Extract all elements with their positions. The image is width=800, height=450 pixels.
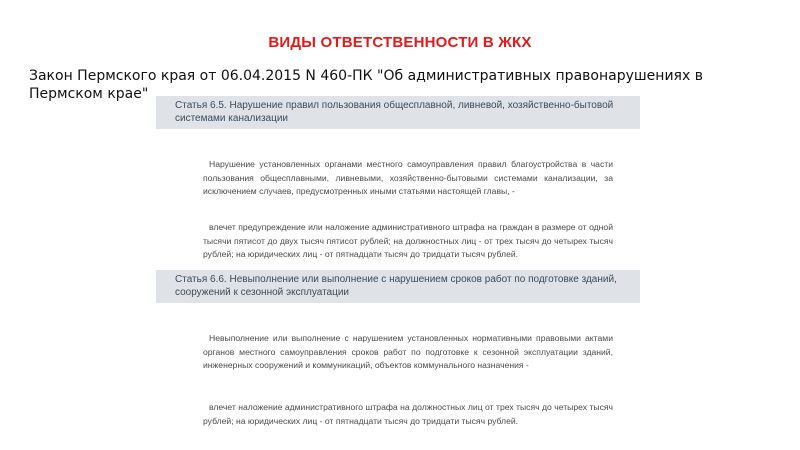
slide-title: ВИДЫ ОТВЕТСТВЕННОСТИ В ЖКХ	[268, 34, 532, 51]
law-reference: Закон Пермского края от 06.04.2015 N 460-ПК "Об административных правонарушениях в Пермском крае"	[29, 68, 703, 102]
article-6-6-heading: Статья 6.6. Невыполнение или выполнение с нарушением сроков работ по подготовке зданий, сооружений к сезонной эксплуатации	[156, 270, 640, 303]
article-6-5-disposition: Нарушение установленных органами местного самоуправления правил благоустройства в части пользования общесплавными, ливневыми, хозяйственно-бытовыми системами канализации, за исключением случаев, предусмотренных иными статьями настоящей главы, -	[203, 159, 613, 196]
article-6-5-sanction: влечет предупреждение или наложение административного штрафа на граждан в размере от одной тысячи пятисот до двух тысяч пятисот рублей; на должностных лиц - от трех тысяч до четырех тысяч рублей; на юридических лиц - от пятнадцати тысяч до тридцати тысяч рублей.	[203, 222, 613, 259]
article-6-5-heading: Статья 6.5. Нарушение правил пользования общесплавной, ливневой, хозяйственно-бытовой системами канализации	[156, 96, 640, 129]
article-6-6-disposition: Невыполнение или выполнение с нарушением установленных нормативными правовыми актами органов местного самоуправления сроков работ по подготовке к сезонной эксплуатации зданий, инженерных сооружений и коммуникаций, объектов коммунального назначения -	[203, 333, 613, 370]
article-6-6-sanction: влечет наложение административного штрафа на должностных лиц от трех тысяч до четырех тысяч рублей; на юридических лиц - от пятнадцати тысяч до тридцати тысяч рублей.	[203, 402, 613, 426]
